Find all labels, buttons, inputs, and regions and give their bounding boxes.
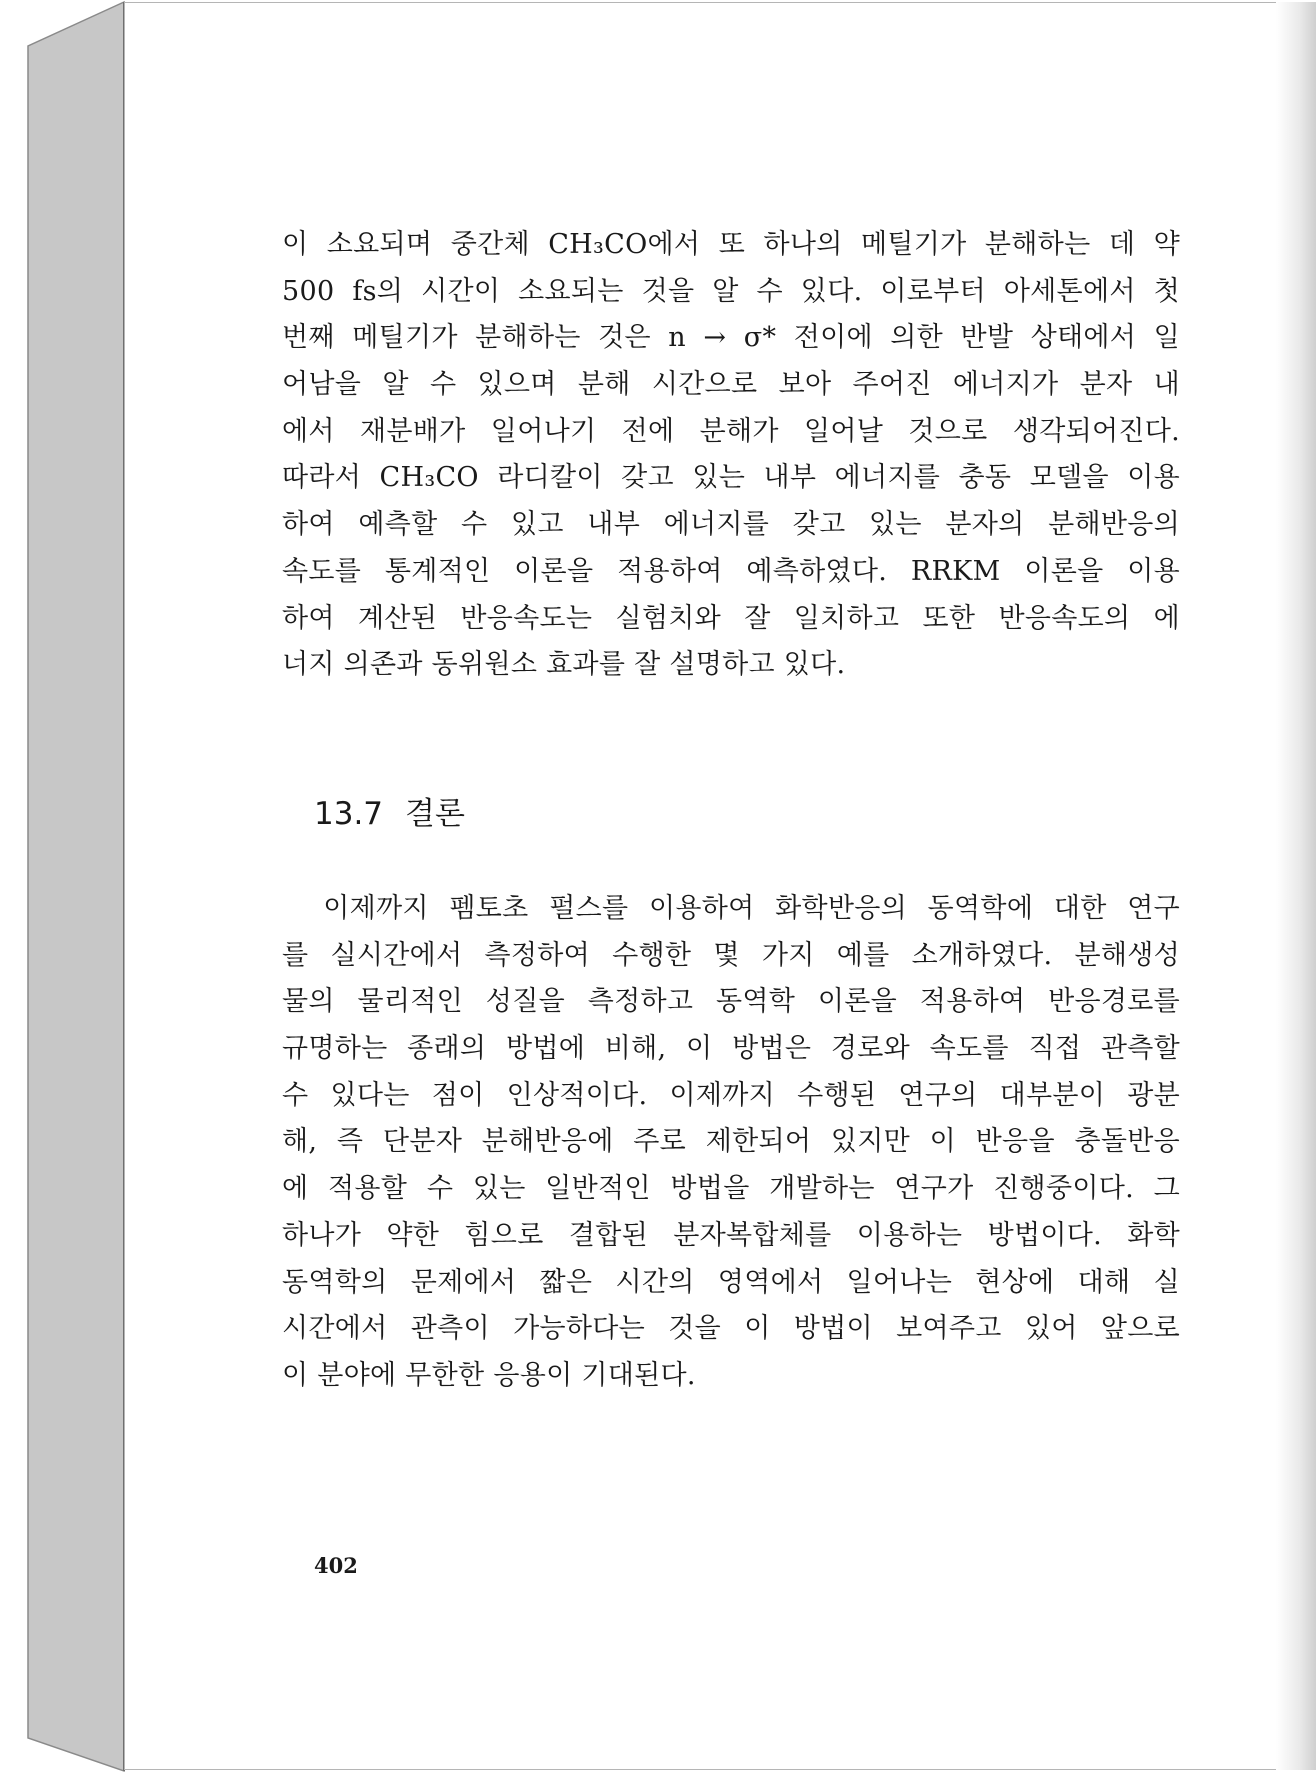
paragraph-line: 를 실시간에서 측정하여 수행한 몇 가지 예를 소개하였다. 분해생성 <box>282 939 1180 971</box>
paragraph-line: 번째 메틸기가 분해하는 것은 n → σ* 전이에 의한 반발 상태에서 일 <box>282 322 1180 354</box>
paragraph-2 <box>282 886 1180 1400</box>
paragraph-line: 에 적용할 수 있는 일반적인 방법을 개발하는 연구가 진행중이다. 그 <box>282 1173 1180 1205</box>
paragraph-line: 규명하는 종래의 방법에 비해, 이 방법은 경로와 속도를 직접 관측할 <box>282 1033 1180 1065</box>
book-spine <box>0 0 126 1773</box>
paragraph-line: 어남을 알 수 있으며 분해 시간으로 보아 주어진 에너지가 분자 내 <box>282 369 1180 401</box>
paragraph-line: 이제까지 펨토초 펄스를 이용하여 화학반응의 동역학에 대한 연구 <box>282 893 1180 924</box>
section-number: 13.7 <box>314 796 384 832</box>
paragraph-line: 하나가 약한 힘으로 결합된 분자복합체를 이용하는 방법이다. 화학 <box>282 1219 1180 1251</box>
paragraph-line: 시간에서 관측이 가능하다는 것을 이 방법이 보여주고 있어 앞으로 <box>282 1313 1180 1345</box>
paragraph-line: 너지 의존과 동위원소 효과를 잘 설명하고 있다. <box>282 649 846 681</box>
paragraph-line: 500 fs의 시간이 소요되는 것을 알 수 있다. 이로부터 아세톤에서 첫 <box>282 275 1180 307</box>
paragraph-line: 이 소요되며 중간체 CH₃CO에서 또 하나의 메틸기가 분해하는 데 약 <box>282 229 1180 260</box>
paragraph-line: 따라서 CH₃CO 라디칼이 갖고 있는 내부 에너지를 충동 모델을 이용 <box>282 462 1180 494</box>
paragraph-line: 동역학의 문제에서 짧은 시간의 영역에서 일어나는 현상에 대해 실 <box>282 1266 1180 1298</box>
section-heading <box>314 788 465 833</box>
page-edge-shadow <box>1276 2 1316 1770</box>
paragraph-line: 에서 재분배가 일어나기 전에 분해가 일어날 것으로 생각되어진다. <box>282 415 1180 447</box>
section-title: 결론 <box>405 796 465 832</box>
paragraph-line: 물의 물리적인 성질을 측정하고 동역학 이론을 적용하여 반응경로를 <box>282 986 1180 1018</box>
paragraph-line: 하여 계산된 반응속도는 실험치와 잘 일치하고 또한 반응속도의 에 <box>282 602 1180 634</box>
paragraph-line: 이 분야에 무한한 응용이 기대된다. <box>282 1359 696 1391</box>
paragraph-line: 하여 예측할 수 있고 내부 에너지를 갖고 있는 분자의 분해반응의 <box>282 509 1180 541</box>
paragraph-1 <box>282 222 1180 689</box>
page-number: 402 <box>314 1553 358 1578</box>
paragraph-line: 속도를 통계적인 이론을 적용하여 예측하였다. RRKM 이론을 이용 <box>282 555 1180 587</box>
paragraph-line: 수 있다는 점이 인상적이다. 이제까지 수행된 연구의 대부분이 광분 <box>282 1079 1180 1111</box>
paragraph-line: 해, 즉 단분자 분해반응에 주로 제한되어 있지만 이 반응을 충돌반응 <box>282 1126 1180 1158</box>
